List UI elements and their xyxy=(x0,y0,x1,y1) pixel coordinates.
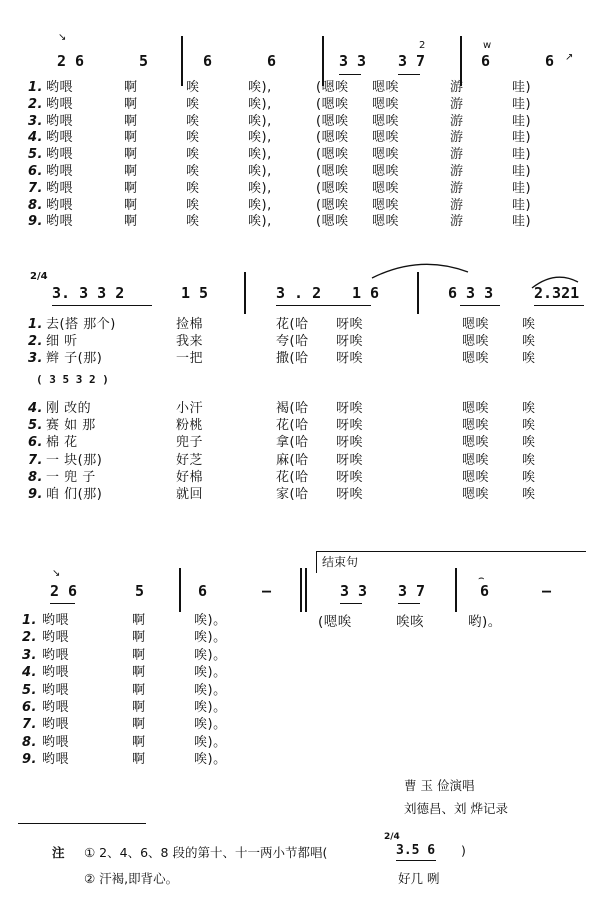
verse-line: 7. 哟喂 啊 唉 唉), (嗯唉 嗯唉 游 哇) xyxy=(28,180,532,196)
verse-line: 5. 赛 如 那 粉桃 花(哈 呀唉 嗯唉 唉 xyxy=(28,418,536,434)
bar-line xyxy=(181,36,183,86)
note: – xyxy=(542,582,552,600)
underline xyxy=(340,603,362,604)
note: 3 3 xyxy=(340,582,368,600)
underline xyxy=(398,74,420,75)
breath-mark: ↘ xyxy=(52,568,61,579)
breath-mark: ↘ xyxy=(58,32,67,43)
verse-line: 4. 哟喂 啊 唉 唉), (嗯唉 嗯唉 游 哇) xyxy=(28,130,532,146)
ending-words: (嗯唉 唉咳 哟)。 xyxy=(318,614,502,630)
underline xyxy=(460,305,500,306)
underline xyxy=(534,305,584,306)
verse-line: 2. 细 听 我来 夸(哈 呀唉 嗯唉 唉 xyxy=(28,334,536,349)
verse-line: 6. 哟喂 啊 唉 唉), (嗯唉 嗯唉 游 哇) xyxy=(28,163,532,179)
verse-line: 5. 哟喂 啊 唉)。 xyxy=(22,682,227,698)
verse-line: 4. 刚 改的 小汗 褐(哈 呀唉 嗯唉 唉 xyxy=(28,401,536,416)
bar-line xyxy=(305,568,307,612)
meter: 2/4 xyxy=(30,271,48,282)
verse-line: 7. 一 块(那) 好芝 麻(哈 呀唉 嗯唉 唉 xyxy=(28,452,536,468)
note: 6 xyxy=(198,582,208,600)
verse-line: 8. 哟喂 啊 唉)。 xyxy=(22,734,227,750)
note: 5 xyxy=(135,582,145,600)
ending-label: 结束句 xyxy=(322,555,359,569)
note: 3 7 xyxy=(398,52,426,70)
verse-line: 3. 哟喂 啊 唉 唉), (嗯唉 嗯唉 游 哇) xyxy=(28,113,532,129)
note: – xyxy=(262,582,272,600)
verse-line: 3. 辫 子(那) 一把 撒(哈 呀唉 嗯唉 唉 xyxy=(28,351,536,366)
note-1-music: 3.5 6 xyxy=(396,843,436,858)
verse-line: 4. 哟喂 啊 唉)。 xyxy=(22,665,227,681)
verse-line: 9. 哟喂 啊 唉 唉), (嗯唉 嗯唉 游 哇) xyxy=(28,214,532,230)
footnote-rule xyxy=(18,823,146,824)
note-1-words: 好几 咧 xyxy=(398,871,440,886)
note: 6 xyxy=(481,52,491,70)
grace-mark: 2 xyxy=(419,40,426,51)
note-1: ① 2、4、6、8 段的第十、十一两小节都唱( xyxy=(84,845,328,860)
verse-line: 9. 哟喂 啊 唉)。 xyxy=(22,752,227,768)
note: 6 xyxy=(545,52,555,70)
verse-line: 2. 哟喂 啊 唉)。 xyxy=(22,630,227,646)
bar-line xyxy=(244,272,246,314)
note: 1 6 xyxy=(352,284,380,302)
lyrics-block xyxy=(28,400,536,503)
ornament-mark: w xyxy=(483,40,492,51)
note: 3 . 2 xyxy=(276,284,322,302)
note: 6 xyxy=(203,52,213,70)
verse-line: 9. 咱 们(那) 就回 家(哈 呀唉 嗯唉 唉 xyxy=(28,487,536,503)
verse-line: 8. 哟喂 啊 唉 唉), (嗯唉 嗯唉 游 哇) xyxy=(28,197,532,213)
verse-line: 5. 哟喂 啊 唉 唉), (嗯唉 嗯唉 游 哇) xyxy=(28,147,532,163)
note: 2 6 xyxy=(57,52,85,70)
verse-line: 1. 去(搭 那个) 捡棉 花(哈 呀唉 嗯唉 唉 xyxy=(28,317,536,332)
ending-bracket xyxy=(316,551,586,552)
note-label: 注 xyxy=(52,845,65,860)
bar-line xyxy=(460,36,462,86)
fermata: ⌢ xyxy=(478,573,485,584)
verse-line: 6. 哟喂 啊 唉)。 xyxy=(22,700,227,716)
verse-line: 1. 哟喂 啊 唉 唉), (嗯唉 嗯唉 游 哇) xyxy=(28,80,532,95)
note-1-close: ) xyxy=(461,843,466,858)
note: 5 xyxy=(139,52,149,70)
recorder-credit: 刘德昌、刘 烨记录 xyxy=(404,801,508,816)
bar-line xyxy=(179,568,181,612)
note: 3 7 xyxy=(398,582,426,600)
lyrics-block xyxy=(22,612,227,769)
verse-line: 7. 哟喂 啊 唉)。 xyxy=(22,717,227,733)
alt-notes: ( 3 5 3 2 ) xyxy=(36,373,109,386)
slide-mark: ↗ xyxy=(565,52,574,63)
verse-line: 1. 哟喂 啊 唉)。 xyxy=(22,613,227,628)
note: 2 6 xyxy=(50,582,78,600)
underline xyxy=(398,603,420,604)
verse-line: 8. 一 兜 子 好棉 花(哈 呀唉 嗯唉 唉 xyxy=(28,469,536,485)
performer-credit: 曹 玉 俭演唱 xyxy=(404,778,475,793)
underline xyxy=(396,860,436,861)
underline xyxy=(50,603,75,604)
underline xyxy=(339,74,361,75)
underline xyxy=(276,305,371,306)
slur xyxy=(370,258,470,280)
verse-line: 3. 哟喂 啊 唉)。 xyxy=(22,647,227,663)
bar-line xyxy=(300,568,302,612)
verse-line: 2. 哟喂 啊 唉 唉), (嗯唉 嗯唉 游 哇) xyxy=(28,96,532,112)
lyrics-block xyxy=(28,316,536,367)
verse-line: 6. 棉 花 兜子 拿(哈 呀唉 嗯唉 唉 xyxy=(28,435,536,451)
note-1-meter: 2/4 xyxy=(384,832,400,842)
note: 3 3 xyxy=(339,52,367,70)
note: 6 xyxy=(267,52,277,70)
note: 6 3 3 xyxy=(448,284,494,302)
bar-line xyxy=(455,568,457,612)
underline xyxy=(52,305,152,306)
note: 3. 3 3 2 xyxy=(52,284,125,302)
ending-bracket xyxy=(316,551,317,573)
note: 2.321 xyxy=(534,284,580,302)
bar-line xyxy=(322,36,324,86)
note: 1 5 xyxy=(181,284,209,302)
note: 6 xyxy=(480,582,490,600)
note-2: ② 汗褐,即背心。 xyxy=(84,871,179,886)
